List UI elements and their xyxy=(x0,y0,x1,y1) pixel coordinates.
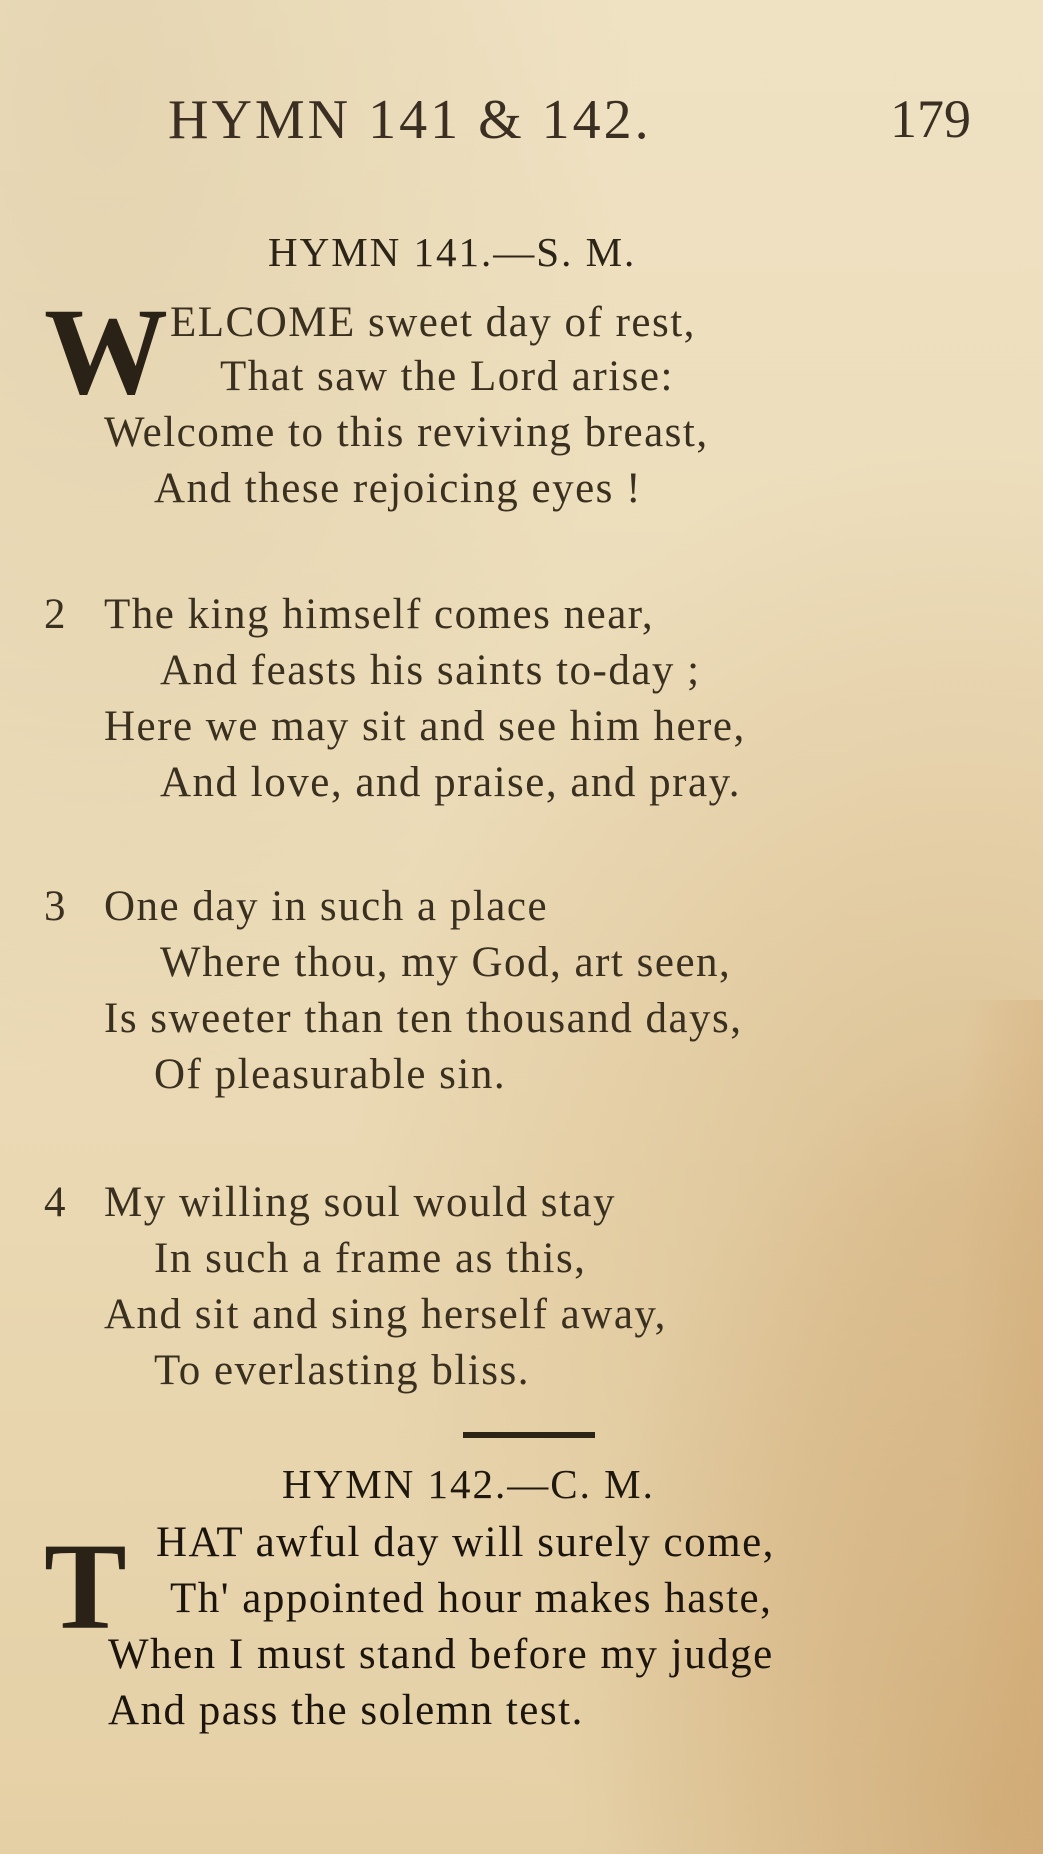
hymn-141-stanza-3-line-1: One day in such a place xyxy=(104,883,549,930)
hymn-141-stanza-4-line-2: In such a frame as this, xyxy=(154,1235,587,1282)
hymn-141-title: HYMN 141.—S. M. xyxy=(268,229,637,275)
running-head: HYMN 141 & 142. xyxy=(168,89,652,151)
hymn-142-line-2: Th' appointed hour makes haste, xyxy=(170,1575,773,1622)
hymn-141-stanza-2-line-3: Here we may sit and see him here, xyxy=(104,703,746,750)
hymn-141-stanza-4-line-1: My willing soul would stay xyxy=(104,1179,617,1226)
hymn-141-stanza-4-number: 4 xyxy=(44,1179,66,1226)
hymn-141-stanza-3-line-3: Is sweeter than ten thousand days, xyxy=(104,995,743,1042)
hymn-142-line-1: HAT awful day will surely come, xyxy=(156,1519,775,1566)
hymn-141-stanza-2-line-1: The king himself comes near, xyxy=(104,591,655,638)
hymn-141-stanza-1-line-4: And these rejoicing eyes ! xyxy=(154,465,642,512)
hymn-142-line-3: When I must stand before my judge xyxy=(108,1631,774,1678)
hymn-141-stanza-4-line-4: To everlasting bliss. xyxy=(154,1347,531,1394)
hymn-141-stanza-3-number: 3 xyxy=(44,883,66,930)
section-divider xyxy=(463,1432,595,1438)
hymn-141-stanza-2-line-4: And love, and praise, and pray. xyxy=(160,759,742,806)
paper-stain xyxy=(960,1000,1043,1854)
hymn-141-stanza-2-line-2: And feasts his saints to-day ; xyxy=(160,647,701,694)
hymn-141-stanza-3-line-4: Of pleasurable sin. xyxy=(154,1051,507,1098)
hymn-141-stanza-4-line-3: And sit and sing herself away, xyxy=(104,1291,667,1338)
hymn-141-stanza-3-line-2: Where thou, my God, art seen, xyxy=(160,939,732,986)
hymn-141-stanza-2-number: 2 xyxy=(44,591,66,638)
hymn-142-dropcap: T xyxy=(44,1518,127,1655)
page-number: 179 xyxy=(890,89,971,149)
hymn-141-stanza-1-line-1: ELCOME sweet day of rest, xyxy=(170,299,696,346)
hymn-142-title: HYMN 142.—C. M. xyxy=(282,1461,655,1507)
hymn-141-stanza-1-line-2: That saw the Lord arise: xyxy=(220,353,674,400)
hymn-141-stanza-1-line-3: Welcome to this reviving breast, xyxy=(104,409,709,456)
hymn-141-dropcap: W xyxy=(44,283,168,420)
hymn-142-line-4: And pass the solemn test. xyxy=(108,1687,584,1734)
